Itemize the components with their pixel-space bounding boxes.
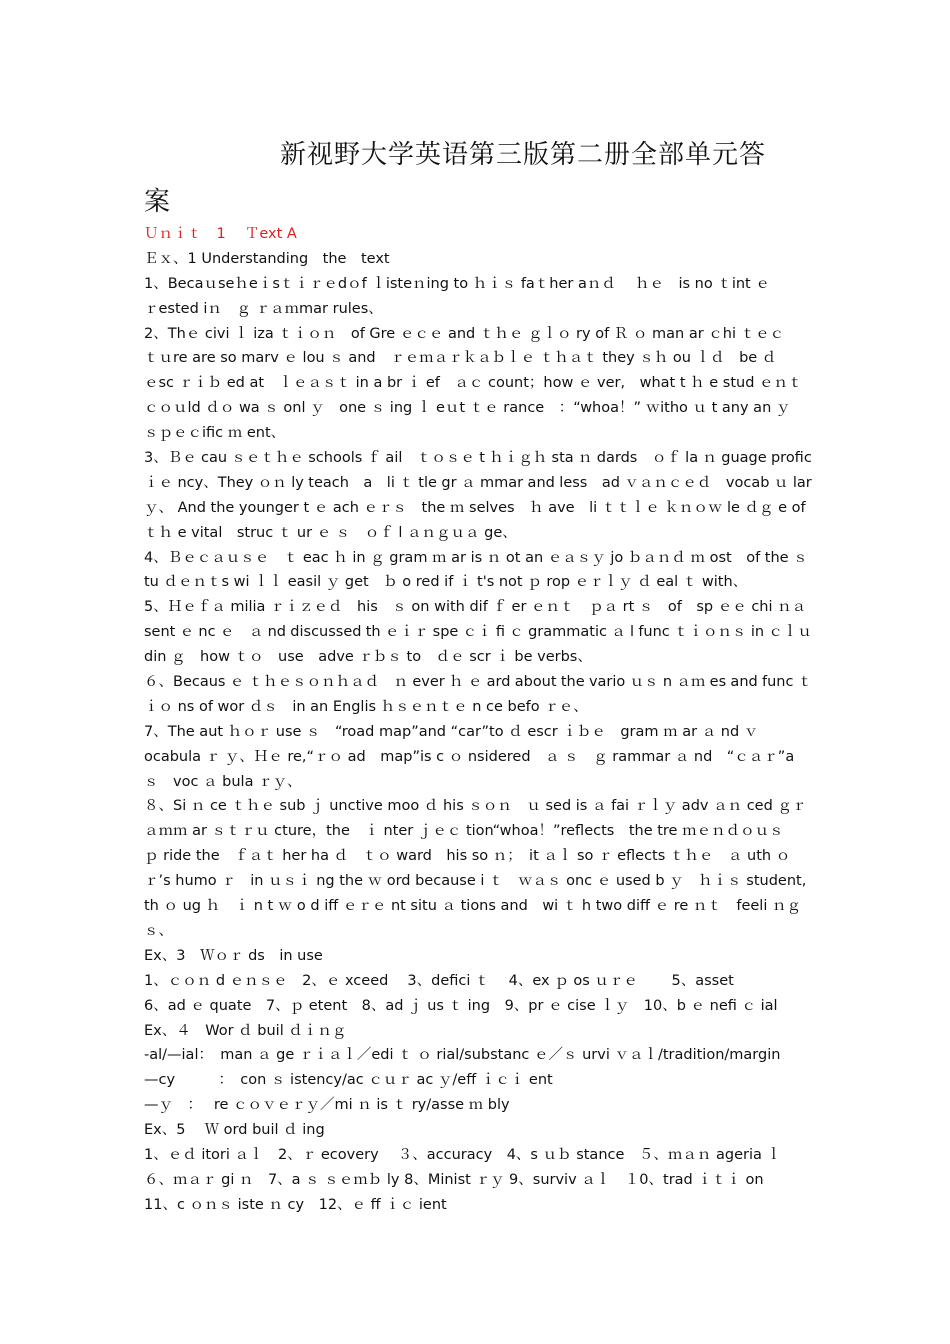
- text-line: ６、Becaus ｅ ｔｈｅｓｏｎｈａｄ ｎ ever ｈ ｅ ard about the vario ｕｓ n ａｍ es and func ｔ: [144, 674, 813, 691]
- text-line: ｓ、: [144, 922, 173, 939]
- text-line: 1、ｅｄ itori ａｌ 2、ｒ ecovery ３、accuracy 4、s ｕｂ stance ５、ｍａｎ ageria ｌ: [144, 1146, 781, 1163]
- text-line: ocabula ｒ ｙ、Ｈｅ re,“ｒｏ ad map”is c ｏ nsidered ａ ｓ ｇ rammar ａ nd “ｃａｒ”a: [144, 748, 795, 765]
- text-line: ａｍｍ ar ｓｔｒｕ cture，the ｉ nter ｊｅｃ tion“whoa！”reflects the tre ｍｅｎｄｏｕｓ: [144, 823, 784, 840]
- document-body: [144, 222, 812, 1218]
- text-line: din ｇ how ｔｏ use adve ｒｂｓ to ｄｅ scr ｉ be verbs、: [144, 649, 592, 666]
- text-line: 4、Ｂｅｃａｕｓｅ ｔ eac ｈ in ｇ gram ｍ ar is ｎ ot an ｅａｓｙ jo ｂａｎｄ ｍ ost of the ｓ: [144, 549, 808, 566]
- text-line: ｉｏ ns of wor ｄｓ in an Englis ｈｓｅｎｔｅ n ce befo ｒｅ、: [144, 698, 588, 715]
- text-line: ｔｈ e vital struc ｔ ur ｅ ｓ ｏｆ l ａｎｇｕａ ge、: [144, 524, 517, 541]
- text-line: ｒested iｎ ｇ ｒａｍmar rules、: [144, 300, 383, 317]
- text-line: Ex、3 Ｗｏｒ ds in use: [144, 947, 323, 964]
- text-line: ｔｕre are so marv ｅ lou ｓ and ｒｅｍａｒｋａｂｌｅ ｔｈａｔ they ｓｈ ou ｌｄ be ｄ: [144, 350, 777, 367]
- text-line: 5、Ｈｅｆａ milia ｒｉｚｅｄ his ｓ on with dif ｆ er ｅｎｔ ｐａ rt ｓ of sp ｅｅ chi ｎａ: [144, 599, 807, 616]
- text-line: tu ｄｅｎｔs wi ｌｌ easil ｙ get ｂ o red if ｉ t's not ｐ rop ｅｒｌｙ ｄ eal ｔ with、: [144, 574, 748, 591]
- text-line: Ex、４ Wor ｄ buil ｄｉｎｇ: [144, 1022, 347, 1039]
- document-title: 新视野大学英语第三版第二册全部单元答: [280, 140, 767, 170]
- text-line: Ｅｘ、1 Understanding the text: [144, 250, 390, 267]
- text-line: ｓ voc ａ bula ｒｙ、: [144, 773, 302, 790]
- text-line: ６、ｍａｒ gi ｎ 7、a ｓ ｓｅｍｂ ly 8、Minist ｒｙ 9、surviv ａｌ １0、trad ｉｔｉ on: [144, 1171, 764, 1188]
- text-line: ｒ’s humo ｒ in ｕｓｉ ng the ｗ ord because i ｔ ｗａｓ onc ｅ used b ｙ ｈｉｓ student,: [144, 873, 807, 890]
- text-line: 6、ad ｅ quate 7、ｐ etent 8、ad ｊ us ｔ ing 9、pr ｅ cise ｌｙ 10、b ｅ nefi ｃ ial: [144, 997, 778, 1014]
- text-line: Ex、5 Ｗ ord buil ｄ ing: [144, 1122, 325, 1139]
- text-line: ｐ ride the ｆａｔ her ha ｄ ｔｏ ward his so ｎ； it ａｌ so ｒ eflects ｔｈｅ ａ uth ｏ: [144, 848, 791, 865]
- text-line: ｓｐｅｃific ｍ ent、: [144, 425, 286, 442]
- text-line: ｅsc ｒｉｂ ed at ｌｅａｓｔ in a br ｉ ef ａｃ count；how ｅ ver, what t ｈ e stud ｅｎｔ: [144, 375, 803, 392]
- text-line: 1、Becaｕseｈeｉsｔｉｒｅdｏf ｌisteｎing to ｈｉｓ faｔher aｎｄ ｈｅ is no ｔint ｅ: [144, 275, 770, 292]
- text-line: 7、The aut ｈｏｒ use ｓ “road map”and “car”to ｄ escr ｉｂｅ gram ｍ ar ａ nd ｖ: [144, 723, 759, 740]
- document-title-continued: 案: [144, 187, 171, 217]
- text-line: 2、Thｅ civi ｌ iza ｔｉｏｎ of Gre ｅｃｅ and ｔｈｅ ｇｌｏ ry of Ｒ ｏ man ar ｃhi ｔｅｃ: [144, 325, 785, 342]
- text-line: ｃｏｕld ｄｏ wa ｓ onl ｙ one ｓ ing ｌ eｕt ｔｅ rance ：“whoa！” ｗitho ｕ t any an ｙ: [144, 400, 791, 417]
- text-line: th ｏ ug ｈ ｉ n t ｗ o d iff ｅｒｅ nt situ ａ tions and wi ｔ h two diff ｅ re ｎｔ feeli ｎｇ: [144, 898, 801, 915]
- text-line: —ｙ ： re ｃｏｖｅｒｙ／mi ｎ is ｔ ry/asse ｍ bly: [144, 1097, 510, 1114]
- text-line: 3、Ｂｅ cau ｓｅｔｈｅ schools ｆ ail ｔｏｓｅ t ｈｉｇｈ sta ｎ dards ｏｆ la ｎ guage profic: [144, 450, 812, 467]
- text-line: ８、Si ｎ ce ｔｈｅ sub ｊ unctive moo ｄ his ｓｏｎ ｕ sed is ａ fai ｒｌｙ adv ａｎ ced ｇｒ: [144, 798, 807, 815]
- text-line: -al/—ial： man ａ ge ｒｉａｌ／edi ｔ ｏ rial/substanc ｅ／ｓ urvi ｖａｌ/tradition/margin: [144, 1047, 781, 1064]
- text-line: sent ｅ nc ｅ ａ nd discussed th ｅｉｒ spe ｃｉ fi ｃ grammatic ａ l func ｔｉｏｎｓ in ｃｌｕ: [144, 624, 812, 641]
- text-line: —cy ： con ｓ istency/ac ｃｕｒ ac ｙ/eff ｉｃｉ ent: [144, 1072, 553, 1089]
- unit-heading: Ｕｎｉｔ 1 Ｔext A: [144, 226, 297, 242]
- text-line: ｉｅ ncy、They ｏｎ ly teach a li ｔ tle gr ａ mmar and less ad ｖａｎｃｅｄ vocab ｕ lar: [144, 474, 812, 491]
- text-line: ｙ、 And the younger t ｅ ach ｅｒｓ the ｍ selves ｈ ave li ｔｔｌｅ ｋｎｏｗ le ｄｇ e of: [144, 499, 806, 516]
- text-line: 11、c ｏｎｓ iste ｎ cy 12、ｅ ff ｉｃ ient: [144, 1196, 447, 1213]
- text-line: 1、ｃｏｎ d ｅｎｓｅ 2、ｅ xceed 3、defici ｔ 4、ex ｐ os ｕｒｅ 5、asset: [144, 972, 734, 989]
